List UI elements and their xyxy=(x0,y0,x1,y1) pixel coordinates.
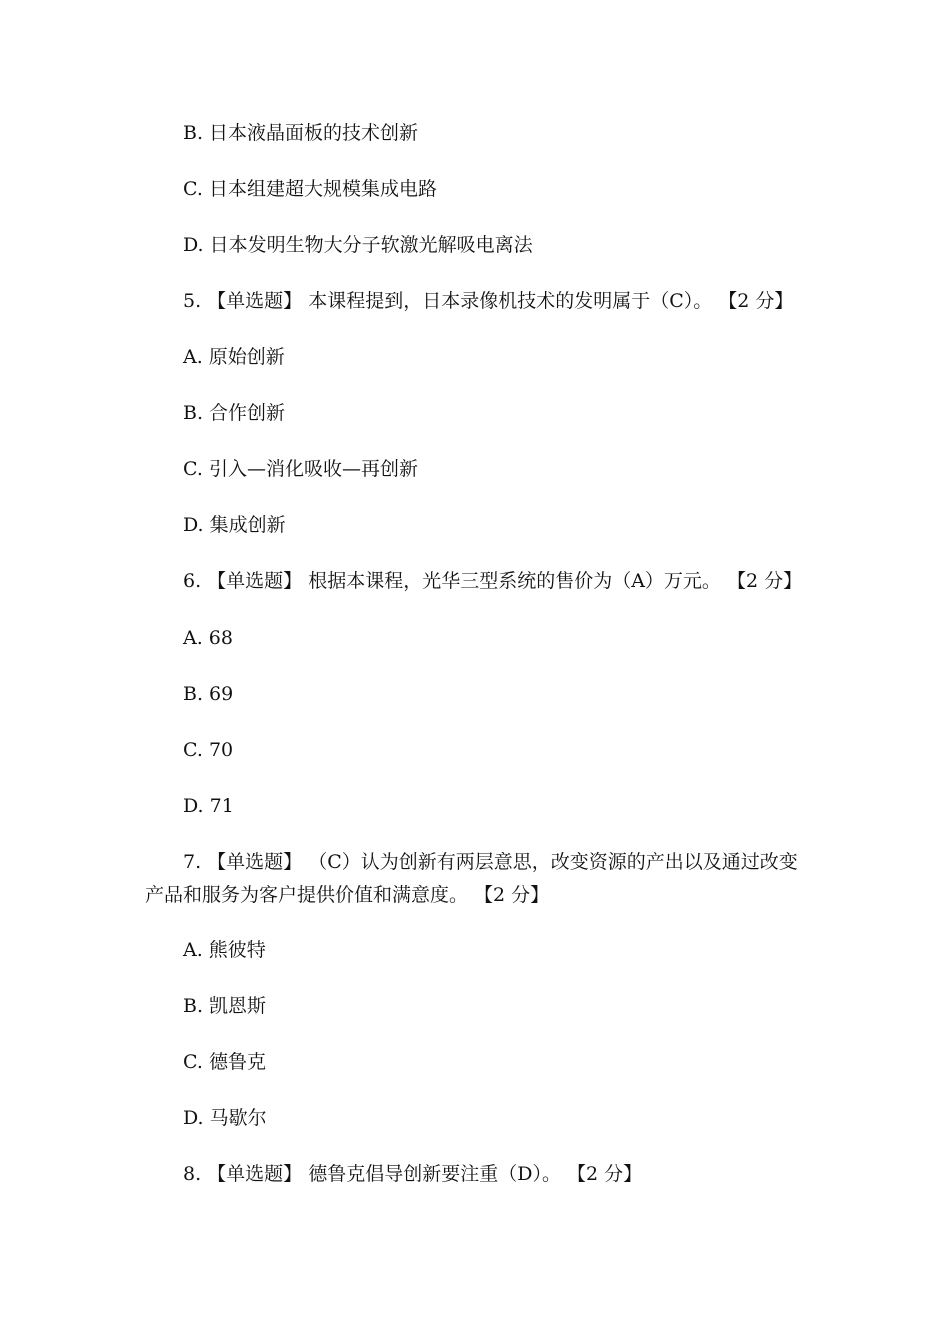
option-a-q5: A. 原始创新 xyxy=(183,346,285,368)
question-5: 5. 【单选题】 本课程提到，日本录像机技术的发明属于（C）。 【2 分】 xyxy=(183,290,794,312)
question-8: 8. 【单选题】 德鲁克倡导创新要注重（D）。 【2 分】 xyxy=(183,1163,643,1185)
option-c-q5: C. 引入—消化吸收—再创新 xyxy=(183,458,418,480)
option-a-q7: A. 熊彼特 xyxy=(183,939,266,961)
option-d-q6: D. 71 xyxy=(183,795,234,817)
option-d-q5: D. 集成创新 xyxy=(183,514,286,536)
option-b-q7: B. 凯恩斯 xyxy=(183,995,267,1017)
option-c-q7: C. 德鲁克 xyxy=(183,1051,266,1073)
option-b-q6: B. 69 xyxy=(183,683,234,705)
option-c-q6: C. 70 xyxy=(183,739,234,761)
option-d-q7: D. 马歇尔 xyxy=(183,1107,267,1129)
question-7: 7. 【单选题】 （C）认为创新有两层意思，改变资源的产出以及通过改变 xyxy=(183,851,798,873)
option-b-q5: B. 合作创新 xyxy=(183,402,286,424)
question-6: 6. 【单选题】 根据本课程，光华三型系统的售价为（A）万元。 【2 分】 xyxy=(183,570,803,592)
option-c-q4: C. 日本组建超大规模集成电路 xyxy=(183,178,437,200)
question-7-continuation: 产品和服务为客户提供价值和满意度。 【2 分】 xyxy=(145,884,550,906)
option-a-q6: A. 68 xyxy=(183,627,233,649)
option-d-q4: D. 日本发明生物大分子软激光解吸电离法 xyxy=(183,234,533,256)
option-b-q4: B. 日本液晶面板的技术创新 xyxy=(183,122,419,144)
